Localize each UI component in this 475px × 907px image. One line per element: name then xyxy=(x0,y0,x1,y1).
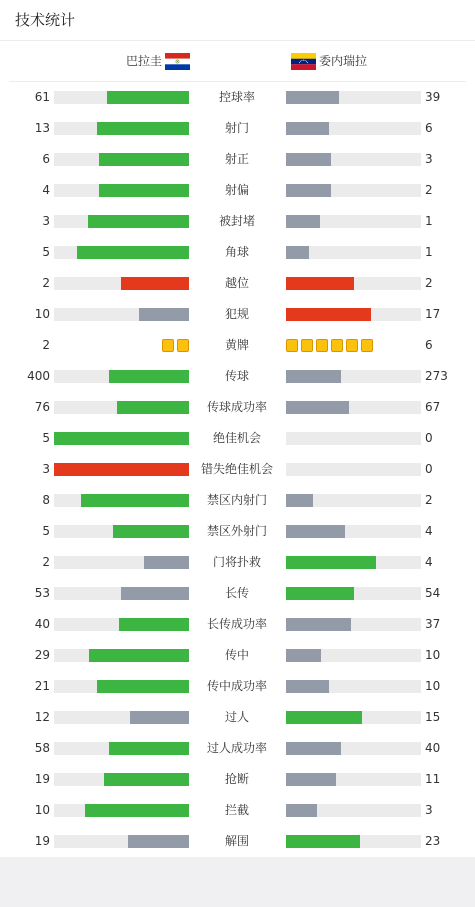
away-team-name: 委内瑞拉 xyxy=(319,54,368,68)
header-divider xyxy=(9,81,466,82)
yellow-card-icon xyxy=(331,339,343,352)
away-bar-track xyxy=(286,401,421,414)
stat-label: 禁区内射门 xyxy=(206,493,267,507)
stat-label: 射正 xyxy=(224,152,249,166)
stat-label: 越位 xyxy=(224,276,249,290)
home-bar-track xyxy=(54,649,189,662)
away-value: 6 xyxy=(425,121,433,135)
stat-label: 过人 xyxy=(224,710,249,724)
away-bar-track xyxy=(286,587,421,600)
home-bar-fill xyxy=(128,835,189,848)
stat-row xyxy=(0,246,475,277)
home-bar-track xyxy=(54,153,189,166)
home-bar-track xyxy=(54,556,189,569)
away-value: 17 xyxy=(425,307,441,321)
stat-row xyxy=(0,308,475,339)
stat-row xyxy=(0,680,475,711)
home-value: 3 xyxy=(42,214,50,228)
away-bar-track xyxy=(286,432,421,445)
home-value: 13 xyxy=(34,121,50,135)
home-bar-fill xyxy=(77,246,189,259)
stat-label: 绝佳机会 xyxy=(212,431,261,445)
home-bar-track xyxy=(54,804,189,817)
home-bar-track xyxy=(54,711,189,724)
home-bar-track xyxy=(54,773,189,786)
home-bar-fill xyxy=(99,184,189,197)
away-bar-fill xyxy=(286,91,339,104)
home-bar-fill xyxy=(99,153,189,166)
stat-row xyxy=(0,370,475,401)
home-value: 5 xyxy=(42,431,50,445)
away-bar-track xyxy=(286,804,421,817)
away-bar-fill xyxy=(286,773,336,786)
home-bar-track xyxy=(54,835,189,848)
stat-row xyxy=(0,215,475,246)
away-bar-track xyxy=(286,246,421,259)
home-bar-fill xyxy=(117,401,189,414)
home-value: 58 xyxy=(34,741,50,755)
away-yellow-cards xyxy=(286,339,373,352)
stat-label: 射偏 xyxy=(224,183,249,197)
home-value: 4 xyxy=(42,183,50,197)
home-value: 10 xyxy=(34,307,50,321)
stat-label: 门将扑救 xyxy=(212,555,261,569)
away-value: 2 xyxy=(425,493,433,507)
yellow-card-icon xyxy=(162,339,174,352)
away-bar-fill xyxy=(286,711,362,724)
away-value: 1 xyxy=(425,214,433,228)
stat-row xyxy=(0,339,475,370)
away-bar-track xyxy=(286,649,421,662)
stat-row xyxy=(0,587,475,618)
stat-label: 传球成功率 xyxy=(206,400,267,414)
home-bar-fill xyxy=(121,587,189,600)
home-bar-track xyxy=(54,432,189,445)
home-bar-track xyxy=(54,122,189,135)
home-value: 400 xyxy=(27,369,50,383)
stat-label: 射门 xyxy=(224,121,249,135)
home-value: 19 xyxy=(34,772,50,786)
away-bar-fill xyxy=(286,835,360,848)
away-bar-fill xyxy=(286,215,320,228)
home-value: 8 xyxy=(42,493,50,507)
home-bar-fill xyxy=(97,122,189,135)
home-bar-fill xyxy=(81,494,189,507)
home-bar-track xyxy=(54,618,189,631)
away-bar-fill xyxy=(286,401,349,414)
away-value: 0 xyxy=(425,431,433,445)
home-bar-fill xyxy=(119,618,189,631)
home-bar-fill xyxy=(97,680,189,693)
home-value: 3 xyxy=(42,462,50,476)
home-bar-fill xyxy=(109,742,189,755)
venezuela-flag-icon xyxy=(291,53,316,70)
yellow-card-icon xyxy=(361,339,373,352)
home-value: 53 xyxy=(34,586,50,600)
stat-label: 被封堵 xyxy=(218,214,255,228)
home-bar-track xyxy=(54,277,189,290)
stat-row xyxy=(0,401,475,432)
away-bar-track xyxy=(286,618,421,631)
stat-label: 禁区外射门 xyxy=(206,524,267,538)
home-value: 21 xyxy=(34,679,50,693)
away-value: 273 xyxy=(425,369,448,383)
away-value: 3 xyxy=(425,803,433,817)
away-bar-track xyxy=(286,494,421,507)
away-bar-fill xyxy=(286,153,331,166)
away-bar-fill xyxy=(286,308,371,321)
yellow-card-icon xyxy=(301,339,313,352)
away-bar-fill xyxy=(286,525,345,538)
stat-label: 犯规 xyxy=(224,307,249,321)
away-value: 4 xyxy=(425,555,433,569)
away-value: 40 xyxy=(425,741,441,755)
stat-label: 传中成功率 xyxy=(206,679,267,693)
stat-row xyxy=(0,556,475,587)
away-value: 67 xyxy=(425,400,441,414)
home-bar-track xyxy=(54,680,189,693)
stat-row xyxy=(0,618,475,649)
yellow-card-icon xyxy=(316,339,328,352)
stat-row xyxy=(0,494,475,525)
away-bar-track xyxy=(286,215,421,228)
yellow-card-icon xyxy=(286,339,298,352)
stat-row xyxy=(0,804,475,835)
away-value: 39 xyxy=(425,90,441,104)
stat-row xyxy=(0,91,475,122)
away-bar-track xyxy=(286,463,421,476)
away-bar-track xyxy=(286,91,421,104)
away-value: 1 xyxy=(425,245,433,259)
away-value: 4 xyxy=(425,524,433,538)
home-bar-fill xyxy=(139,308,189,321)
away-bar-track xyxy=(286,184,421,197)
home-bar-fill xyxy=(89,649,189,662)
yellow-card-icon xyxy=(346,339,358,352)
away-bar-fill xyxy=(286,246,309,259)
home-bar-track xyxy=(54,525,189,538)
away-bar-track xyxy=(286,773,421,786)
away-value: 0 xyxy=(425,462,433,476)
away-bar-fill xyxy=(286,370,341,383)
stat-label: 传中 xyxy=(224,648,249,662)
home-value: 19 xyxy=(34,834,50,848)
home-value: 29 xyxy=(34,648,50,662)
home-bar-track xyxy=(54,91,189,104)
away-bar-fill xyxy=(286,804,317,817)
stat-label: 长传 xyxy=(224,586,249,600)
home-bar-track xyxy=(54,494,189,507)
home-bar-fill xyxy=(54,463,189,476)
away-bar-fill xyxy=(286,587,354,600)
stat-label: 传球 xyxy=(224,369,249,383)
home-bar-track xyxy=(54,246,189,259)
away-value: 23 xyxy=(425,834,441,848)
away-bar-track xyxy=(286,370,421,383)
home-bar-track xyxy=(54,742,189,755)
away-value: 10 xyxy=(425,648,441,662)
away-value: 15 xyxy=(425,710,441,724)
home-bar-fill xyxy=(109,370,189,383)
away-bar-fill xyxy=(286,742,341,755)
home-bar-track xyxy=(54,184,189,197)
stat-row xyxy=(0,277,475,308)
stat-row xyxy=(0,649,475,680)
home-bar-track xyxy=(54,587,189,600)
away-bar-track xyxy=(286,277,421,290)
away-bar-track xyxy=(286,835,421,848)
home-bar-fill xyxy=(121,277,189,290)
home-bar-fill xyxy=(85,804,189,817)
away-value: 3 xyxy=(425,152,433,166)
home-value: 76 xyxy=(34,400,50,414)
panel-title: 技术统计 xyxy=(15,11,76,29)
away-team xyxy=(291,52,367,70)
title-divider xyxy=(0,40,475,41)
stat-label: 长传成功率 xyxy=(206,617,267,631)
stat-row xyxy=(0,184,475,215)
away-bar-track xyxy=(286,308,421,321)
stat-label: 黄牌 xyxy=(224,338,249,352)
home-value: 61 xyxy=(34,90,50,104)
home-value: 40 xyxy=(34,617,50,631)
home-value: 12 xyxy=(34,710,50,724)
away-bar-fill xyxy=(286,122,329,135)
stat-row xyxy=(0,773,475,804)
away-bar-fill xyxy=(286,184,331,197)
stat-label: 过人成功率 xyxy=(206,741,267,755)
home-value: 2 xyxy=(42,555,50,569)
away-bar-track xyxy=(286,153,421,166)
stat-row xyxy=(0,742,475,773)
away-bar-track xyxy=(286,122,421,135)
home-bar-fill xyxy=(104,773,189,786)
stat-row xyxy=(0,711,475,742)
away-value: 11 xyxy=(425,772,441,786)
away-bar-fill xyxy=(286,556,376,569)
away-bar-track xyxy=(286,680,421,693)
away-value: 6 xyxy=(425,338,433,352)
home-team-name: 巴拉圭 xyxy=(126,54,163,68)
home-bar-track xyxy=(54,215,189,228)
yellow-card-icon xyxy=(177,339,189,352)
away-bar-fill xyxy=(286,277,354,290)
away-bar-fill xyxy=(286,649,321,662)
stat-row xyxy=(0,153,475,184)
home-bar-track xyxy=(54,370,189,383)
away-value: 2 xyxy=(425,276,433,290)
stat-label: 错失绝佳机会 xyxy=(200,462,273,476)
home-value: 2 xyxy=(42,276,50,290)
home-value: 2 xyxy=(42,338,50,352)
stat-row xyxy=(0,122,475,153)
home-bar-track xyxy=(54,463,189,476)
away-bar-track xyxy=(286,525,421,538)
stat-label: 解围 xyxy=(224,834,249,848)
stat-row xyxy=(0,525,475,556)
home-bar-fill xyxy=(144,556,189,569)
stat-row xyxy=(0,835,475,866)
away-bar-fill xyxy=(286,680,329,693)
home-value: 10 xyxy=(34,803,50,817)
home-team xyxy=(126,52,190,70)
home-bar-track xyxy=(54,401,189,414)
away-value: 54 xyxy=(425,586,441,600)
home-yellow-cards xyxy=(162,339,189,352)
away-bar-fill xyxy=(286,618,351,631)
home-bar-fill xyxy=(107,91,189,104)
home-bar-fill xyxy=(88,215,189,228)
away-value: 2 xyxy=(425,183,433,197)
stat-row xyxy=(0,432,475,463)
stat-label: 抢断 xyxy=(224,772,249,786)
away-bar-track xyxy=(286,556,421,569)
stat-label: 角球 xyxy=(224,245,249,259)
home-value: 6 xyxy=(42,152,50,166)
stat-label: 控球率 xyxy=(218,90,255,104)
home-bar-fill xyxy=(130,711,189,724)
away-value: 37 xyxy=(425,617,441,631)
away-bar-track xyxy=(286,711,421,724)
away-bar-track xyxy=(286,742,421,755)
stat-label: 拦截 xyxy=(224,803,249,817)
home-value: 5 xyxy=(42,524,50,538)
away-bar-fill xyxy=(286,494,313,507)
home-bar-fill xyxy=(113,525,189,538)
home-value: 5 xyxy=(42,245,50,259)
paraguay-flag-icon xyxy=(165,53,190,70)
home-bar-fill xyxy=(54,432,189,445)
stat-row xyxy=(0,463,475,494)
away-value: 10 xyxy=(425,679,441,693)
home-bar-track xyxy=(54,308,189,321)
